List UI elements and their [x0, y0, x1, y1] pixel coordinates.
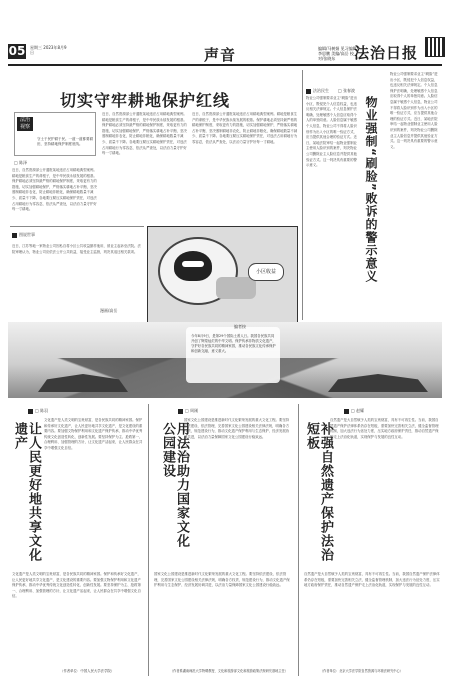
bottom-article-3-body-cont: 自然遗产是大自然赋予人类的宝贵财富，具有不可再生性。当前，我国自然遗产保护法律体系仍存在短板，需要加快完善相关立法，健全监督管理机制，加大违法行为惩处力度，压实地方政府保护责任，推动自然遗产保护走上法治化轨道，实现保护与发展的良性互动。: [304, 572, 440, 588]
masked-thief-figure: [174, 251, 212, 281]
dialog-box: [14, 112, 96, 156]
bottom-article-2-body: 国家文化公园建设是推进新时代文化繁荣发展的重大文化工程。要坚持依法建设、依法管理，完善国家文化公园建设相关法律法规，明确各方权责，规范建设行为，推动文化遗产保护利用与生态保护、经济发展协调共进，以法治力量保障国家文化公园建设行稳致远。: [184, 418, 290, 439]
brief-box-text: 近日，江苏等地一家物业公司因私自将小区公共收益挪作他用，被业主起诉至法院。法院审理认为，物业公司应依法公开公共收益，接受业主监督，判决其返还相关款项。: [12, 244, 141, 254]
bottom-article-1-footer: （作者单位：中国人民大学法学院）: [60, 669, 115, 673]
bottom-article-1-body-cont: 文化遗产是人类文明的宝贵财富，是各民族共同的精神家园。保护和传承好文化遗产，让人民更好地共享文化遗产，是文化建设的重要内容。要加强文物保护利用和文化遗产保护传承，推动中华优秀传统文化创造性转化、创新性发展。要坚持保护为主、抢救第一、合理利用、加强管理的方针，让文化遗产活起来，让人民群众在共享中增强文化自信。: [12, 572, 141, 599]
right-article-body-col2: 物业公司强制要求业主“刷脸”进出小区，既侵犯个人信息权益，也违反相关法律规定。个人信息保护法明确，处理敏感个人信息应取得个人的单独同意。人脸信息属于敏感个人信息，物业公司不得将人脸识别作为出入小区的唯一验证方式，应当提供其他合理的验证方式。近日，某地法院审结一起物业强制业主使用人脸识别的案件，判决物业公司删除业主人脸信息并提供其他验证方式。这一判决具有重要的警示意义。: [390, 72, 438, 149]
top-article-body-col3: 近日，自然资源部公开通报某地违法占用耕地典型案例。耕地是粮食生产的命根子，是中华民族永续发展的根基。保护耕地必须坚持最严格的耕地保护制度，采取更有力的措施，切实加强耕地保护，严格落实耕地占补平衡，坚决遏制耕地非农化，防止耕地非粮化，确保耕地数量不减少、质量不下降。各地要压紧压实耕地保护责任，对违法占用耕地行为零容忍，依法从严查处，以法治力量守护好每一寸耕地。: [192, 112, 298, 144]
bottom-article-3-footer: （作者单位：北京大学法学院自然资源与环境法研究中心）: [320, 669, 403, 673]
bottom-article-1-body: 文化遗产是人类文明的宝贵财富，是各民族共同的精神家园。保护和传承好文化遗产，让人民更好地共享文化遗产，是文化建设的重要内容。要加强文物保护利用和文化遗产保护传承，推动中华优秀传统文化创造性转化、创新性发展。要坚持保护为主、抢救第一、合理利用、加强管理的方针，让文化遗产活起来，让人民群众在共享中增强文化自信。: [44, 418, 143, 450]
banner-heading: 编者按: [234, 324, 246, 329]
bottom-article-1-author: □ 陈羽: [28, 408, 48, 414]
divider: [298, 404, 299, 676]
heritage-banner: [8, 322, 442, 398]
bottom-article-1-title: 让人民更好地共享文化遗产: [12, 422, 41, 562]
top-article-body-col1: 近日，自然资源部公开通报某地违法占用耕地典型案例。耕地是粮食生产的命根子，是中华民族永续发展的根基。保护耕地必须坚持最严格的耕地保护制度，采取更有力的措施，切实加强耕地保护，严格落实耕地占补平衡，坚决遏制耕地非农化，防止耕地非粮化，确保耕地数量不减少、质量不下降。各地要压紧压实耕地保护责任，对违法占用耕地行为零容忍，依法从严查处，以法治力量守护好每一寸耕地。: [12, 168, 97, 212]
dialog-text: 守土于民护耕于民。一道一道都要耕田，坚持耕地保护制度底线。: [37, 137, 93, 146]
bottom-article-2-body-cont: 国家文化公园建设是推进新时代文化繁荣发展的重大文化工程。要坚持依法建设、依法管理，完善国家文化公园建设相关法律法规，明确各方权责，规范建设行为，推动文化遗产保护利用与生态保护、经济发展协调共进，以法治力量保障国家文化公园建设行稳致远。: [154, 572, 290, 588]
masthead: 法治日报: [354, 44, 419, 62]
hand-figure: [216, 277, 256, 299]
page-header: [8, 44, 442, 66]
divider: [10, 226, 144, 227]
top-article-title: 切实守牢耕地保护红线: [60, 91, 231, 110]
page-number: 05: [8, 44, 26, 58]
cartoon-illustration: [147, 226, 298, 324]
top-article-author: □ 陈泽: [14, 160, 28, 165]
bottom-article-2-footer: （作者系湖南师范大学特聘教授、文化和旅游部文化和旅游政策法规研究基地主任）: [170, 669, 288, 673]
section-title: 声音: [204, 46, 237, 64]
page-date: 星期三 2023年8月9日: [30, 45, 67, 55]
bottom-article-2-author: □ 周刚: [178, 408, 198, 414]
brief-box-caption: 漫画/高岳: [100, 308, 118, 313]
bottom-article-3-title: 补强自然遗产保护法治短板: [304, 422, 333, 562]
bottom-article-3-body: 自然遗产是大自然赋予人类的宝贵财富，具有不可再生性。当前，我国自然遗产保护法律体系仍存在短板，需要加快完善相关立法，健全监督管理机制，加大违法行为惩处力度，压实地方政府保护责任，推动自然遗产保护走上法治化轨道，实现保护与发展的良性互动。: [330, 418, 439, 439]
banner-text: 今年8月9日，是第29个国际土著人日。我国各民族共同开创了辉煌灿烂的中华文明。保护传承非物质文化遗产，守护好各民族共同的精神家园，推动各民族文化传承保护和创新交融，意义重大。: [191, 334, 276, 353]
qr-code-icon: [426, 38, 444, 56]
bottom-article-3-author: □ 赵耀: [344, 408, 364, 414]
top-article-body-col2: 近日，自然资源部公开通报某地违法占用耕地典型案例。耕地是粮食生产的命根子，是中华民族永续发展的根基。保护耕地必须坚持最严格的耕地保护制度，采取更有力的措施，切实加强耕地保护，严格落实耕地占补平衡，坚决遏制耕地非农化，防止耕地非粮化，确保耕地数量不减少、质量不下降。各地要压紧压实耕地保护责任，对违法占用耕地行为零容忍，依法从严查处，以法治力量守护好每一寸耕地。: [102, 112, 187, 156]
cartoon-tag: 小区收益: [248, 263, 284, 281]
bottom-article-2-title: 用法治助力国家文化公园建设: [160, 422, 189, 548]
right-article-badge: 法治民生: [306, 88, 329, 94]
divider: [302, 70, 303, 320]
editor-credits: 编辑/马树娟 见习编辑/李思鹏 美编/高岳 校对/张晓东: [318, 46, 358, 61]
right-article-title: 物业强制“刷脸”败诉的警示意义: [364, 96, 378, 283]
dialog-tag: 法治 视察: [17, 117, 33, 131]
right-article-body-col1: 物业公司强制要求业主“刷脸”进出小区，既侵犯个人信息权益，也违反相关法律规定。个人信息保护法明确，处理敏感个人信息应取得个人的单独同意。人脸信息属于敏感个人信息，物业公司不得将人脸识别作为出入小区的唯一验证方式，应当提供其他合理的验证方式。近日，某地法院审结一起物业强制业主使用人脸识别的案件，判决物业公司删除业主人脸信息并提供其他验证方式。这一判决具有重要的警示意义。: [306, 96, 357, 168]
right-article-author: □ 张春波: [338, 88, 356, 93]
brief-box-title: 图说世事: [12, 232, 35, 238]
divider: [148, 404, 149, 676]
